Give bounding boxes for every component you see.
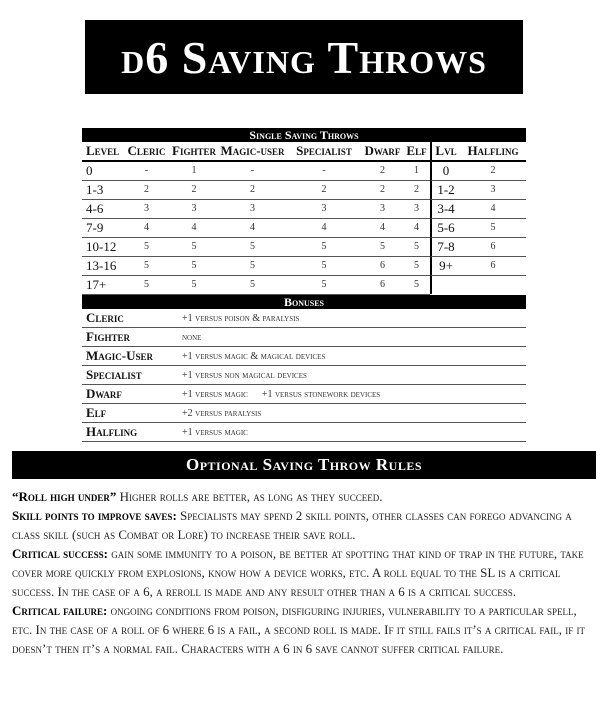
- table-cell-elf: 5: [403, 276, 430, 295]
- bonus-row: [82, 309, 526, 328]
- optional-rules-text: [12, 487, 598, 658]
- rule-term: “Roll high under”: [12, 489, 117, 504]
- bonus-label: Cleric: [86, 310, 124, 325]
- table-cell-fighter: 2: [169, 181, 219, 200]
- table-cell-fighter: 5: [169, 257, 219, 276]
- table-cell-fighter: 5: [169, 276, 219, 295]
- table-cell-lvl: 1-2: [430, 181, 460, 200]
- table-cell-level: 7-9: [82, 219, 124, 238]
- column-header: Elf: [403, 142, 430, 162]
- bonus-row: [82, 404, 526, 423]
- table-cell-elf: 5: [403, 238, 430, 257]
- table-cell-specialist: 3: [286, 200, 362, 219]
- bonus-value-secondary: +1 versus stonework devices: [261, 388, 381, 400]
- table-cell-lvl: 5-6: [430, 219, 460, 238]
- table-cell-level: 0: [82, 162, 124, 181]
- bonus-label: Elf: [86, 405, 107, 420]
- table-cell-level: 4-6: [82, 200, 124, 219]
- rule-term: Critical failure:: [12, 603, 108, 618]
- rule-paragraph: [12, 487, 598, 506]
- table-cell-lvl: 3-4: [430, 200, 460, 219]
- bonus-row: [82, 366, 526, 385]
- rule-term: Skill points to improve saves:: [12, 508, 177, 523]
- single-saves-grid: [82, 142, 526, 295]
- table-cell-cleric: 2: [124, 181, 169, 200]
- table-cell-level: 13-16: [82, 257, 124, 276]
- column-header: Magic-user: [219, 142, 286, 162]
- table-cell-magic: 3: [219, 200, 286, 219]
- column-header: Lvl: [430, 142, 460, 162]
- table-cell-elf: 4: [403, 219, 430, 238]
- table-cell-halfling: 6: [460, 257, 526, 276]
- table-cell-magic: 5: [219, 276, 286, 295]
- table-cell-magic: 2: [219, 181, 286, 200]
- table-cell-magic: 4: [219, 219, 286, 238]
- table-cell-fighter: 5: [169, 238, 219, 257]
- column-header: Dwarf: [362, 142, 403, 162]
- column-header: Halfling: [460, 142, 526, 162]
- bonus-value: none: [182, 331, 202, 343]
- table-cell-elf: 5: [403, 257, 430, 276]
- rule-paragraph: [12, 506, 598, 544]
- column-header: Fighter: [169, 142, 219, 162]
- table-cell-halfling: [460, 276, 526, 294]
- bonus-row: [82, 347, 526, 366]
- bonus-label: Magic-User: [86, 348, 153, 363]
- table-cell-lvl: 0: [430, 162, 460, 181]
- table-cell-cleric: 4: [124, 219, 169, 238]
- rule-text: Specialists may spend 2 skill points, other classes can forego advancing a class skill (such as Combat or Lore) to increase their save roll.: [12, 508, 572, 542]
- bonuses-heading: Bonuses: [82, 295, 526, 309]
- column-header: Specialist: [286, 142, 362, 162]
- bonus-label: Specialist: [86, 367, 142, 382]
- table-cell-halfling: 5: [460, 219, 526, 238]
- table-cell-magic: 5: [219, 238, 286, 257]
- table-cell-fighter: 3: [169, 200, 219, 219]
- table-cell-dwarf: 2: [362, 181, 403, 200]
- table-cell-level: 10-12: [82, 238, 124, 257]
- table-cell-cleric: 3: [124, 200, 169, 219]
- table-cell-cleric: 5: [124, 238, 169, 257]
- table-cell-specialist: 2: [286, 181, 362, 200]
- bonus-row: [82, 385, 526, 404]
- saving-throw-table: [82, 128, 526, 442]
- table-cell-fighter: 4: [169, 219, 219, 238]
- bonus-value: +1 versus poison & paralysis: [182, 312, 300, 324]
- bonus-label: Dwarf: [86, 386, 122, 401]
- table-cell-elf: 3: [403, 200, 430, 219]
- column-header: Level: [82, 142, 124, 162]
- rule-text: Higher rolls are better, as long as they succeed.: [116, 489, 383, 504]
- bonus-row: [82, 423, 526, 442]
- table-cell-cleric: 5: [124, 257, 169, 276]
- table-cell-halfling: 4: [460, 200, 526, 219]
- optional-rules-heading: Optional Saving Throw Rules: [12, 451, 596, 479]
- page-title: d6 Saving Throws: [85, 20, 523, 94]
- table-cell-dwarf: 5: [362, 238, 403, 257]
- table-cell-dwarf: 6: [362, 276, 403, 295]
- rule-text: gain some immunity to a poison, be better at spotting that kind of trap in the future, take cover more quickly from explosions, know how a device works, etc. A roll equal to the SL is a critical success. In the case of a 6, a reroll is made and any result other than a 6 is a critical success.: [12, 546, 584, 599]
- bonus-value: +2 versus paralysis: [182, 407, 262, 419]
- bonus-value: +1 versus non magical devices: [182, 369, 307, 381]
- bonus-label: Halfling: [86, 424, 138, 439]
- bonuses-list: [82, 309, 526, 442]
- column-header: Cleric: [124, 142, 169, 162]
- table-cell-level: 1-3: [82, 181, 124, 200]
- bonus-value: +1 versus magic: [182, 388, 248, 400]
- table-cell-lvl: 7-8: [430, 238, 460, 257]
- rule-text: ongoing conditions from poison, disfiguring injuries, vulnerability to a particular spell, etc. In the case of a roll of 6 where 6 is a fail, a second roll is made. If it still fails it’s a critical fail, if it doesn’t then it’s a normal fail. Characters with a 6 in 6 save cannot suffer critical failure.: [12, 603, 585, 656]
- bonus-value: +1 versus magic & magical devices: [182, 350, 326, 362]
- table-cell-halfling: 2: [460, 162, 526, 181]
- table-cell-dwarf: 3: [362, 200, 403, 219]
- table-cell-specialist: 4: [286, 219, 362, 238]
- table-cell-halfling: 6: [460, 238, 526, 257]
- table-cell-cleric: -: [124, 162, 169, 181]
- table-cell-dwarf: 2: [362, 162, 403, 181]
- table-cell-magic: 5: [219, 257, 286, 276]
- table-cell-specialist: -: [286, 162, 362, 181]
- table-cell-specialist: 5: [286, 276, 362, 295]
- table-cell-level: 17+: [82, 276, 124, 295]
- table-cell-specialist: 5: [286, 257, 362, 276]
- table-cell-cleric: 5: [124, 276, 169, 295]
- table-cell-dwarf: 6: [362, 257, 403, 276]
- bonus-value: +1 versus magic: [182, 426, 248, 438]
- table-cell-dwarf: 4: [362, 219, 403, 238]
- table-cell-lvl: 9+: [430, 257, 460, 276]
- table-cell-lvl: [430, 276, 460, 294]
- single-saves-heading: Single Saving Throws: [82, 128, 526, 142]
- rule-paragraph: [12, 544, 598, 601]
- table-cell-halfling: 3: [460, 181, 526, 200]
- table-cell-elf: 1: [403, 162, 430, 181]
- table-cell-fighter: 1: [169, 162, 219, 181]
- table-cell-elf: 2: [403, 181, 430, 200]
- table-cell-specialist: 5: [286, 238, 362, 257]
- rule-term: Critical success:: [12, 546, 108, 561]
- bonus-row: [82, 328, 526, 347]
- table-cell-magic: -: [219, 162, 286, 181]
- bonus-label: Fighter: [86, 329, 130, 344]
- rule-paragraph: [12, 601, 598, 658]
